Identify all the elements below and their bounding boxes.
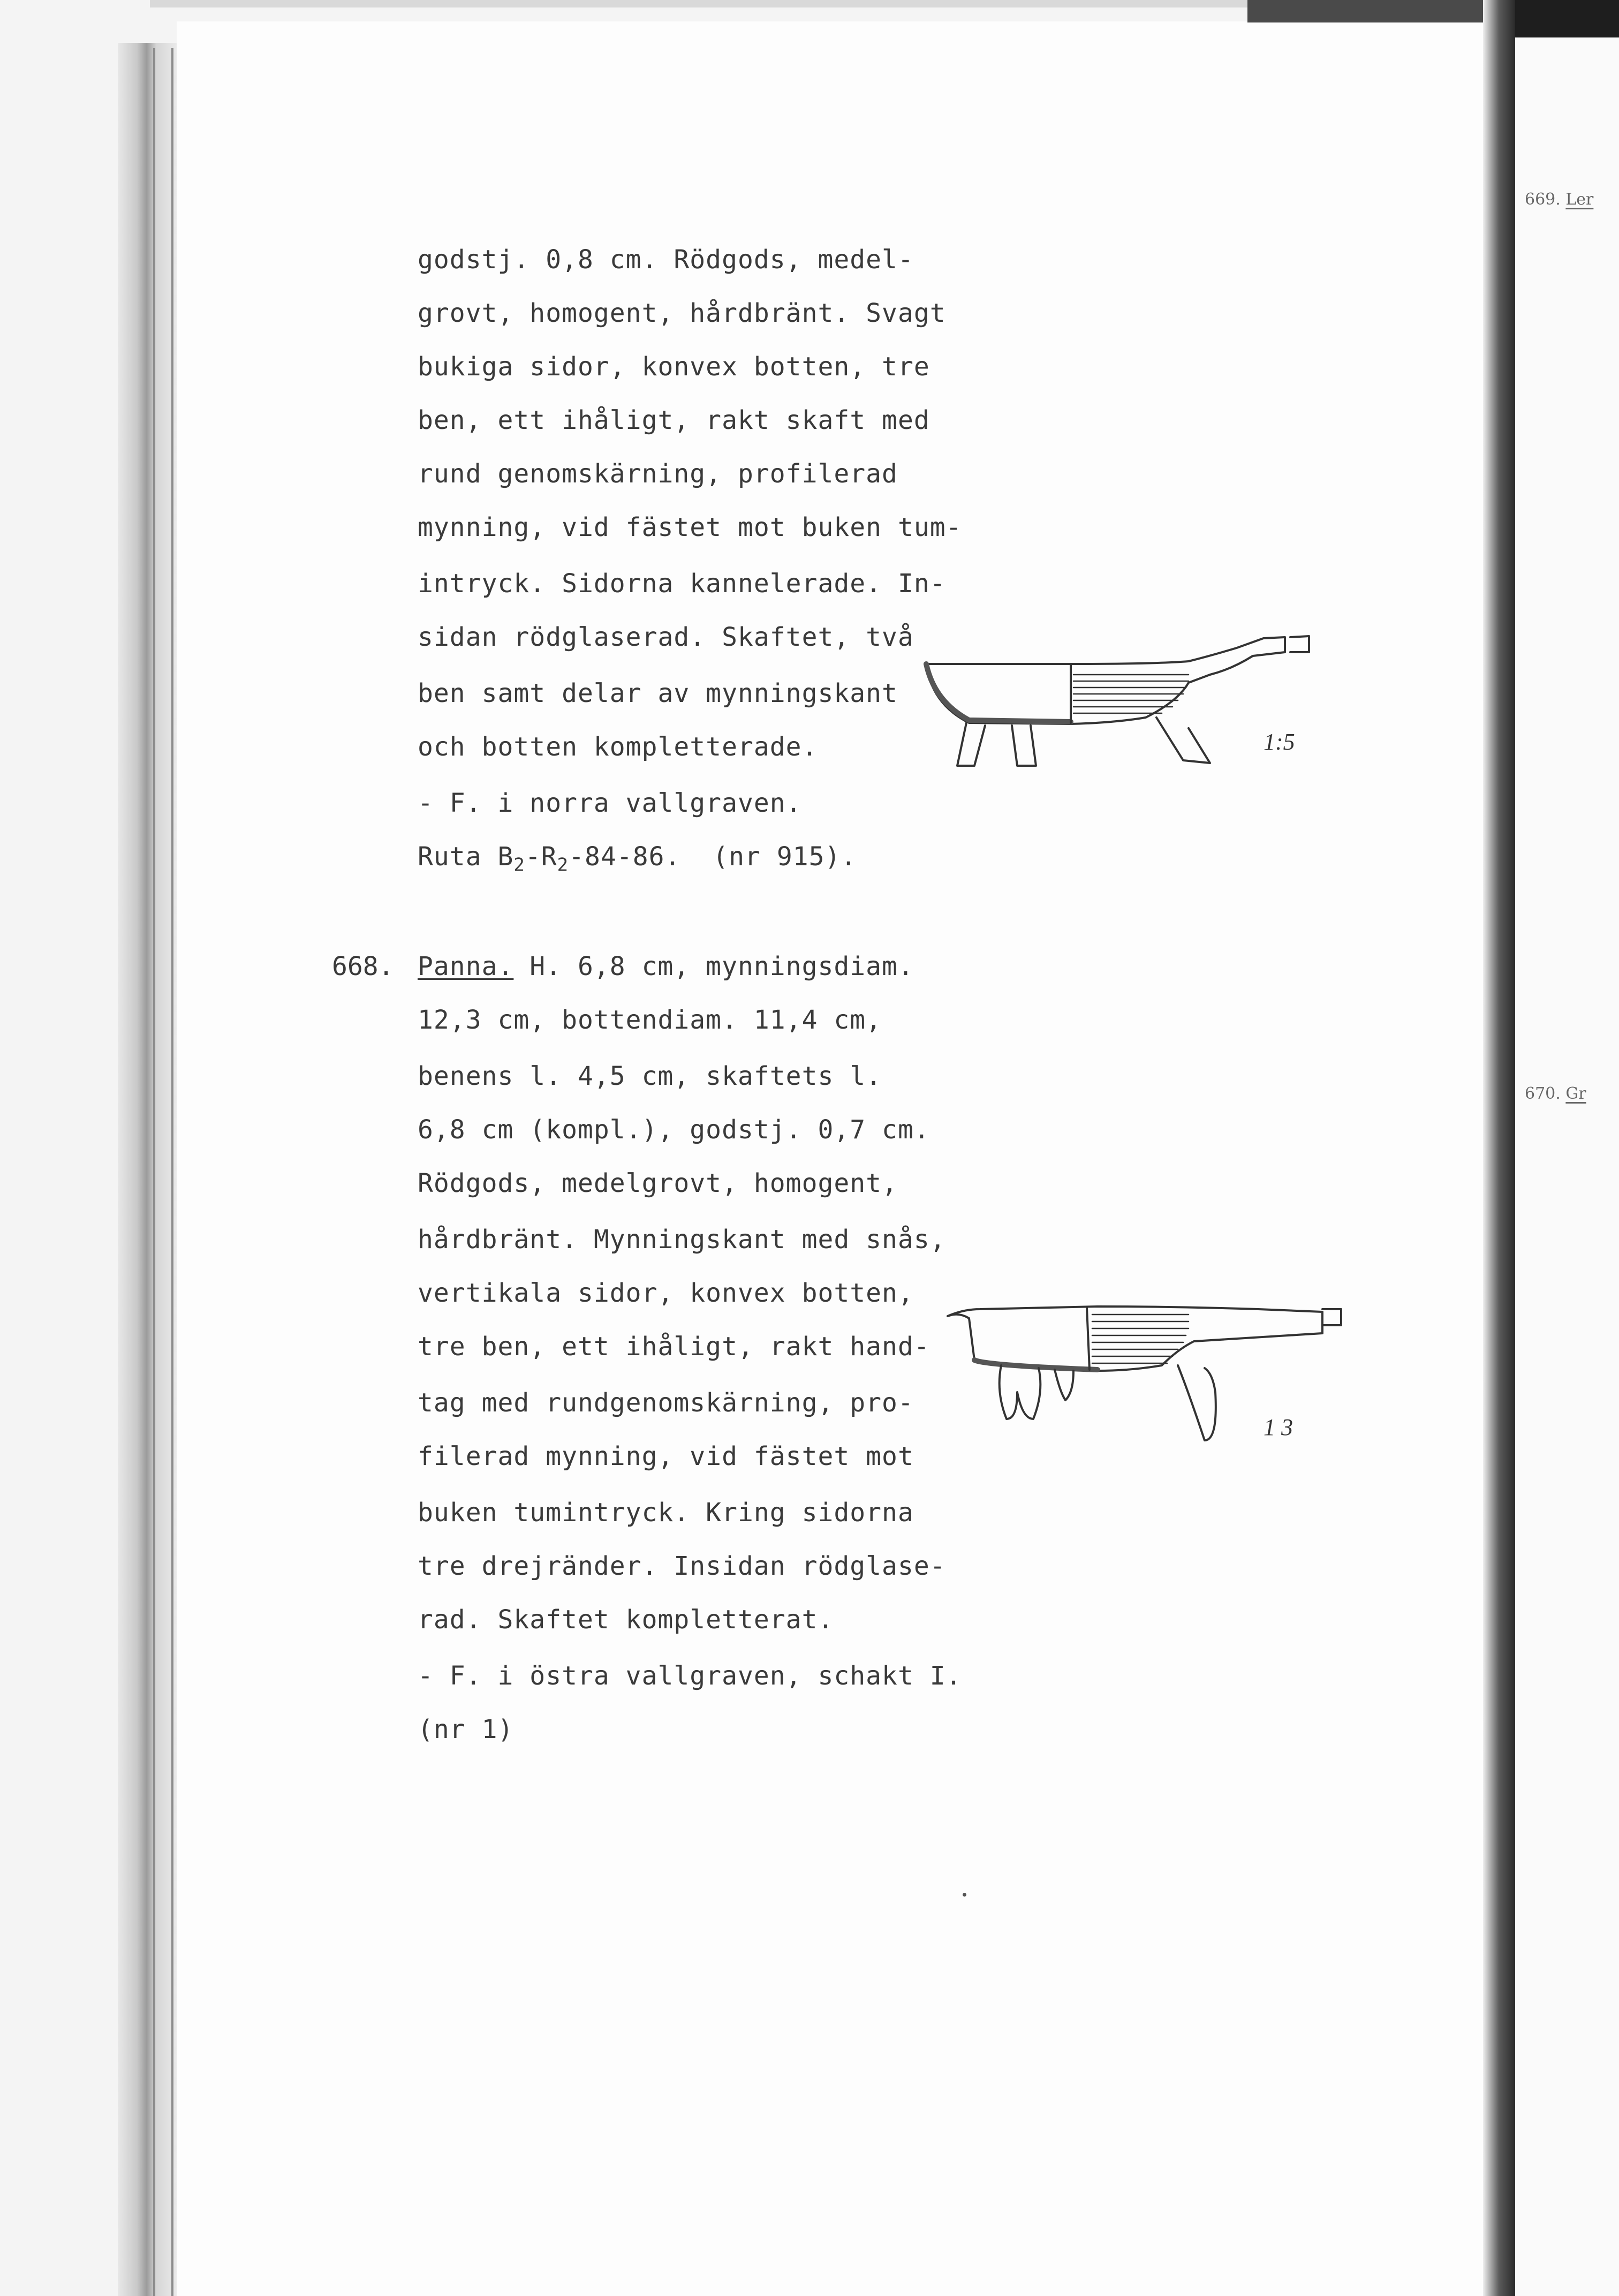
text-line: 12,3 cm, bottendiam. 11,4 cm,: [418, 1005, 882, 1035]
text-line: ben samt delar av mynningskant: [418, 678, 898, 708]
ruta-line: [418, 841, 857, 881]
adjacent-page-shadow: [1515, 0, 1619, 37]
entry-number: 668.: [332, 951, 394, 981]
text-line: rad. Skaftet kompletterat.: [418, 1605, 834, 1635]
text-line: tre ben, ett ihåligt, rakt hand-: [418, 1332, 930, 1362]
text-line: buken tumintryck. Kring sidorna: [418, 1498, 914, 1528]
text-line: vertikala sidor, konvex botten,: [418, 1278, 914, 1308]
entry-title: Panna.: [418, 951, 514, 981]
ruta-subscript: 2: [513, 854, 525, 876]
text-line: - F. i norra vallgraven.: [418, 788, 802, 818]
text-line: 6,8 cm (kompl.), godstj. 0,7 cm.: [418, 1115, 930, 1145]
text-line: bukiga sidor, konvex botten, tre: [418, 352, 930, 382]
pan-drawing-668: [937, 1285, 1376, 1462]
ruta-suffix: -84-86. (nr 915).: [569, 842, 857, 872]
text-line: Rödgods, medelgrovt, homogent,: [418, 1168, 898, 1198]
binding-line: [153, 48, 155, 2296]
text-line: sidan rödglaserad. Skaftet, två: [418, 622, 914, 652]
text-line: (nr 1): [418, 1715, 514, 1744]
entry-first-line-text: H. 6,8 cm, mynningsdiam.: [513, 951, 914, 981]
text-line: filerad mynning, vid fästet mot: [418, 1441, 914, 1471]
ruta-prefix: Ruta B: [418, 842, 514, 872]
text-line: mynning, vid fästet mot buken tum-: [418, 512, 962, 542]
adjacent-entry-number: 670. Gr: [1525, 1084, 1586, 1103]
adjacent-entry-number: 669. Ler: [1525, 190, 1594, 209]
adjacent-page: [1515, 0, 1619, 2296]
entry-first-line: [418, 950, 914, 983]
ruta-mid: -R: [525, 842, 557, 872]
text-line: tag med rundgenomskärning, pro-: [418, 1388, 914, 1418]
page-fold-shadow: [1483, 0, 1515, 2296]
top-shadow: [1247, 0, 1515, 22]
text-line: och botten kompletterade.: [418, 732, 818, 762]
text-line: benens l. 4,5 cm, skaftets l.: [418, 1061, 882, 1091]
scale-label: 1 3: [1264, 1414, 1293, 1440]
ruta-subscript: 2: [557, 854, 569, 876]
scale-label: 1:5: [1264, 729, 1295, 755]
binding-line: [171, 48, 173, 2296]
text-line: grovt, homogent, hårdbränt. Svagt: [418, 298, 946, 328]
text-line: hårdbränt. Mynningskant med snås,: [418, 1225, 946, 1255]
text-line: godstj. 0,8 cm. Rödgods, medel-: [418, 245, 914, 275]
text-line: intryck. Sidorna kannelerade. In-: [418, 569, 946, 599]
text-line: - F. i östra vallgraven, schakt I.: [418, 1661, 962, 1691]
speck: [963, 1893, 966, 1897]
text-line: tre drejränder. Insidan rödglase-: [418, 1551, 946, 1581]
text-line: rund genomskärning, profilerad: [418, 459, 898, 489]
text-line: ben, ett ihåligt, rakt skaft med: [418, 405, 930, 435]
